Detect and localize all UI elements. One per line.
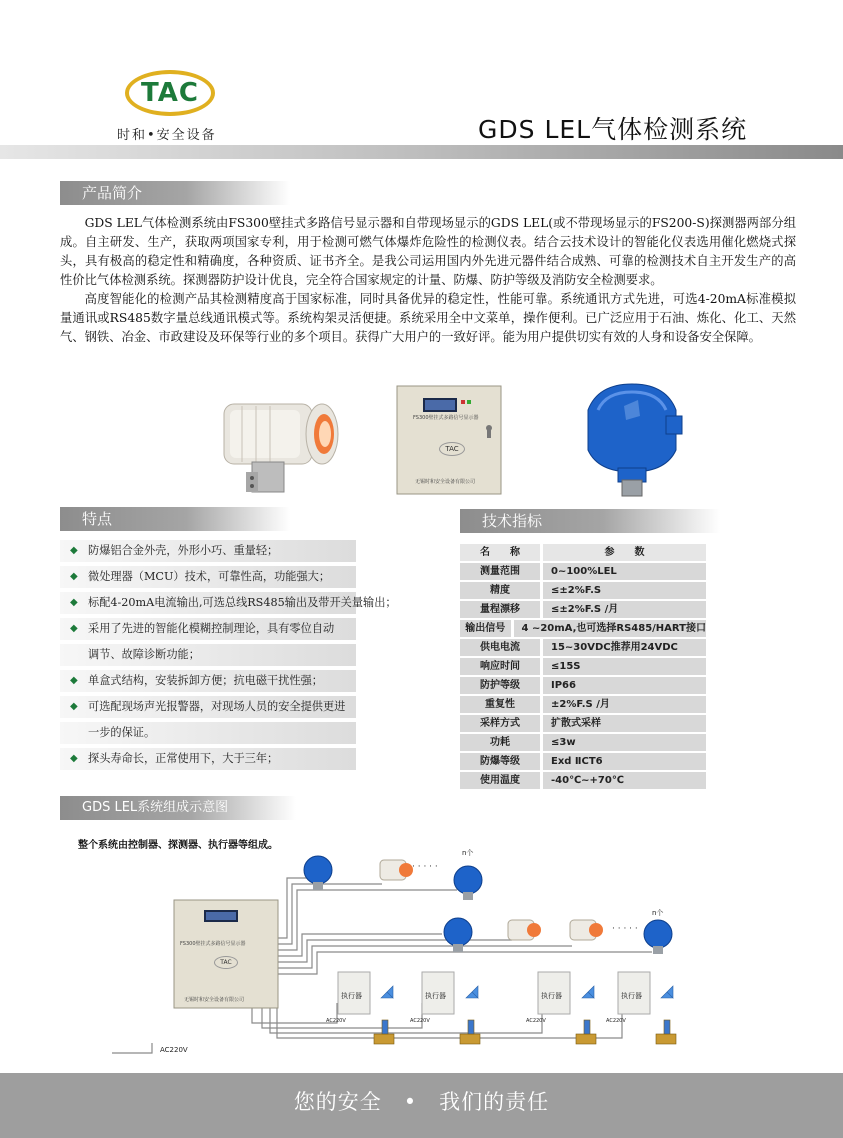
spec-row (460, 677, 706, 694)
section-header-features (60, 507, 290, 531)
spec-name: 防爆等级 (460, 753, 540, 770)
spec-name: 量程漂移 (460, 601, 540, 618)
spec-name: 测量范围 (460, 563, 540, 580)
diagram-power-label: AC220V (606, 1018, 626, 1024)
diagram-power-label: AC220V (160, 1046, 188, 1054)
feature-item: ◆ 可选配现场声光报警器，对现场人员的安全提供更进 (60, 696, 356, 718)
spec-row (460, 715, 706, 732)
spec-row (460, 696, 706, 713)
feature-item-continuation: 调节、故障诊断功能； (60, 644, 356, 666)
spec-name: 响应时间 (460, 658, 540, 675)
spec-row (460, 658, 706, 675)
spec-value: 15~30VDC推荐用24VDC (543, 639, 706, 656)
section-header-specs (460, 509, 720, 533)
section-header-diagram (60, 796, 296, 820)
section-title-diagram: GDS LEL系统组成示意图 (82, 800, 229, 815)
spec-value: -40℃~+70℃ (543, 772, 706, 789)
diamond-bullet-icon: ◆ (70, 701, 78, 712)
spec-name: 功耗 (460, 734, 540, 751)
spec-value: ≤3w (543, 734, 706, 751)
section-title-specs: 技术指标 (482, 512, 543, 530)
diagram-actuator-label: 执行器 (621, 992, 642, 1000)
detector-blue-image (578, 380, 686, 498)
spec-row (460, 563, 706, 580)
spec-value: Exd ⅡCT6 (543, 753, 706, 770)
diagram-count-label: n个 (462, 849, 474, 857)
spec-row (460, 601, 706, 618)
spec-value: IP66 (543, 677, 706, 694)
controller-panel-image (395, 384, 503, 496)
feature-item: ◆ 单盒式结构，安装拆卸方便；抗电磁干扰性强； (60, 670, 356, 692)
diagram-controller-label: FS300壁挂式多路信号显示器 (180, 941, 246, 947)
spec-row (460, 620, 706, 637)
spec-name: 重复性 (460, 696, 540, 713)
spec-value: 0~100%LEL (543, 563, 706, 580)
spec-value: ≤±2%F.S /月 (543, 601, 706, 618)
panel-label: FS300壁挂式多路信号显示器 (413, 415, 479, 421)
spec-name: 采样方式 (460, 715, 540, 732)
diamond-bullet-icon: ◆ (70, 753, 78, 764)
diagram-count-label: n个 (652, 909, 664, 917)
spec-row (460, 639, 706, 656)
feature-item: ◆ 微处理器（MCU）技术，可靠性高，功能强大； (60, 566, 356, 588)
section-title-features: 特点 (82, 510, 113, 528)
spec-name: 防护等级 (460, 677, 540, 694)
blue-detector-icon (304, 856, 672, 954)
spec-row (460, 582, 706, 599)
feature-list (60, 540, 397, 774)
footer-slogan: 您的安全 • 我们的责任 (293, 1090, 550, 1114)
spec-value: ≤15S (543, 658, 706, 675)
header-divider (0, 145, 843, 159)
feature-item: ◆ 采用了先进的智能化模糊控制理论，具有零位自动 (60, 618, 356, 640)
diagram-dots: · · · · · (412, 862, 438, 872)
spec-row (460, 772, 706, 789)
diagram-power-label: AC220V (410, 1018, 430, 1024)
spec-value: ≤±2%F.S (543, 582, 706, 599)
diagram-power-label: AC220V (526, 1018, 546, 1024)
spec-name: 使用温度 (460, 772, 540, 789)
section-header-intro (60, 181, 290, 205)
spec-name: 供电电流 (460, 639, 540, 656)
page-title: GDS LEL气体检测系统 (478, 115, 748, 144)
spec-header-row (460, 544, 706, 561)
system-diagram (112, 848, 722, 1063)
diagram-actuator-label: 执行器 (425, 992, 446, 1000)
diagram-caption: 整个系统由控制器、探测器、执行器等组成。 (78, 840, 278, 851)
diamond-bullet-icon: ◆ (70, 571, 78, 582)
feature-item: ◆ 标配4-20mA电流输出,可选总线RS485输出及带开关量输出； (60, 592, 356, 614)
feature-item: ◆ 防爆铝合金外壳，外形小巧、重量轻； (60, 540, 356, 562)
spec-header-name: 名 称 (460, 544, 540, 561)
diagram-power-label: AC220V (326, 1018, 346, 1024)
diagram-controller-logo: TAC (214, 956, 238, 969)
spec-row (460, 753, 706, 770)
intro-paragraph-1: GDS LEL气体检测系统由FS300壁挂式多路信号显示器和自带现场显示的GDS LEL(或不带现场显示的FS200-S)探测器两部分组成。自主研发、生产，获取两项国家专利，用于检测可燃气体爆炸危险性的检测仪表。结合云技术设计的智能化仪表选用催化燃烧式探头，具有极高的稳定性和精确度，各种资质、证书齐全。是我公司运用国内外先进元器件结合成熟、可靠的检测技术自主开发生产的高性价比气体检测系统。探测器防护设计优良，完全符合国家规定的计量、防爆、防护等级及消防安全检测要求。 (60, 216, 796, 287)
diagram-actuator-label: 执行器 (541, 992, 562, 1000)
section-title-intro: 产品简介 (82, 184, 143, 202)
feature-item: ◆ 探头寿命长，正常使用下，大于三年； (60, 748, 356, 770)
feature-item-continuation: 一步的保证。 (60, 722, 356, 744)
diamond-bullet-icon: ◆ (70, 623, 78, 634)
panel-company: 无锡时和安全设备有限公司 (415, 479, 476, 485)
diagram-controller-company: 无锡时和安全设备有限公司 (184, 997, 245, 1003)
company-logo (125, 70, 215, 116)
spec-name: 输出信号 (460, 620, 511, 637)
logo-text: TAC (141, 78, 199, 108)
intro-paragraph-2: 高度智能化的检测产品其检测精度高于国家标准，同时具备优异的稳定性，性能可靠。系统通讯方式先进，可选4-20mA标准模拟量通讯或RS485数字量总线通讯模式等。系统构架灵活便捷。系统采用全中文菜单，操作便利。已广泛应用于石油、炼化、化工、天然气、钢铁、冶金、市政建设及环保等行业的多个项目。获得广大用户的一致好评。能为用户提供切实有效的人身和设备安全保障。 (60, 292, 796, 344)
footer-banner (0, 1073, 843, 1138)
spec-value: 4 ~20mA,也可选择RS485/HART接口 (514, 620, 707, 637)
spec-row (460, 734, 706, 751)
spec-value: ±2%F.S /月 (543, 696, 706, 713)
detector-white-image (222, 382, 342, 497)
spec-value: 扩散式采样 (543, 715, 706, 732)
diamond-bullet-icon: ◆ (70, 675, 78, 686)
diamond-bullet-icon: ◆ (70, 597, 78, 608)
logo-subtitle: 时和•安全设备 (117, 128, 217, 143)
spec-name: 精度 (460, 582, 540, 599)
diagram-dots: · · · · · (612, 924, 638, 934)
spec-header-value: 参 数 (543, 544, 706, 561)
panel-logo: TAC (439, 442, 465, 456)
diagram-actuator-label: 执行器 (341, 992, 362, 1000)
diamond-bullet-icon: ◆ (70, 545, 78, 556)
intro-text (60, 214, 796, 347)
spec-table (460, 544, 706, 791)
